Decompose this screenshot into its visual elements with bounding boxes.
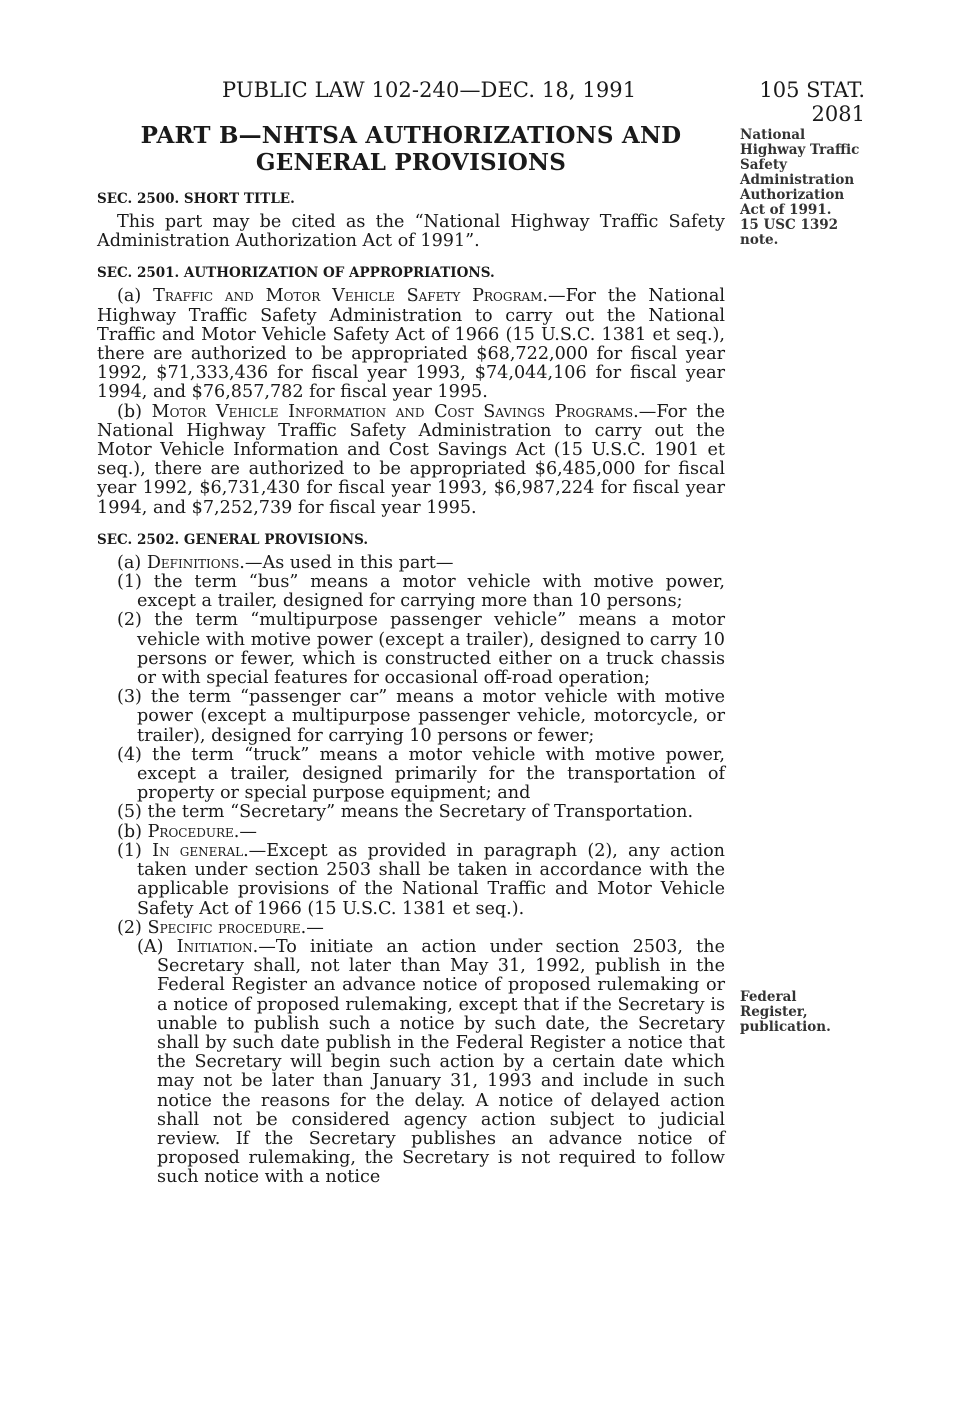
definition-item: (3) the term “passenger car” means a motor vehicle with motive power (except a multipurpose passenger vehicle, motorcycle, or trailer), designed for carrying 10 persons or fewer; bbox=[117, 687, 725, 746]
definition-item: (5) the term “Secretary” means the Secretary of Transportation. bbox=[117, 802, 694, 823]
subparagraph-label: (A) bbox=[137, 936, 177, 957]
paragraph-caption: In general. bbox=[152, 840, 249, 861]
margin-note-line: Highway Traffic bbox=[740, 142, 860, 158]
section-2500-text: This part may be cited as the “National Highway Traffic Safety Administration Authorization Act of 1991”. bbox=[97, 212, 725, 252]
margin-note-line: Authorization bbox=[740, 187, 845, 203]
subsection-caption: Definitions. bbox=[146, 552, 245, 573]
part-title-line1: PART B—NHTSA AUTHORIZATIONS AND bbox=[140, 122, 682, 149]
subsection-label: (b) bbox=[117, 401, 152, 422]
paragraph-label: (1) bbox=[117, 840, 153, 861]
definition-item: (1) the term “bus” means a motor vehicle with motive power, except a trailer, designed for carrying more than 10 persons; bbox=[117, 572, 725, 612]
margin-note-line: 15 USC 1392 bbox=[740, 217, 839, 233]
margin-note-line: publication. bbox=[740, 1019, 831, 1035]
margin-note-federal-register bbox=[740, 990, 880, 1035]
part-title-line2: GENERAL PROVISIONS bbox=[255, 149, 567, 176]
margin-note-line: Act of 1991. bbox=[740, 202, 832, 218]
subsection-caption: Motor Vehicle Information and Cost Savings Programs. bbox=[151, 401, 639, 422]
subsection-label: (b) bbox=[117, 821, 148, 842]
section-2501-subsection-b bbox=[97, 403, 725, 518]
subsection-caption: Procedure. bbox=[147, 821, 240, 842]
section-2501-heading: SEC. 2501. AUTHORIZATION OF APPROPRIATIONS. bbox=[97, 265, 495, 282]
margin-note-line: note. bbox=[740, 232, 779, 248]
paragraph-label: (2) bbox=[117, 917, 148, 938]
paragraph-b2 bbox=[97, 919, 725, 938]
margin-note-line: National bbox=[740, 127, 806, 143]
part-title bbox=[97, 122, 725, 176]
section-2500-heading: SEC. 2500. SHORT TITLE. bbox=[97, 191, 295, 207]
subsection-text: —For the National Highway Traffic Safety Administration to carry out the National Traffic and Motor Vehicle Safety Act of 1966 (15 U.S.C. 1381 et seq.), there are authorized to be appropriated $68,722,000 for fiscal year 1992, $71,333,436 for fiscal year 1993, $74,044,106 for fiscal year 1994, and $76,857,782 for fiscal year 1995. bbox=[97, 286, 725, 403]
subsection-label: (a) bbox=[117, 286, 154, 307]
main-text-column bbox=[97, 122, 725, 1188]
definition-item: (2) the term “multipurpose passenger vehicle” means a motor vehicle with motive power (except a trailer), designed to carry 10 persons or fewer, which is constructed either on a truck chassis or with special features for occasional off-road operation; bbox=[117, 610, 725, 689]
margin-note-line: Administration bbox=[740, 172, 855, 188]
section-2502-subsection-b bbox=[97, 823, 725, 842]
subsection-text: —As used in this part— bbox=[244, 552, 454, 573]
section-2501-subsection-a bbox=[97, 287, 725, 402]
subsection-text: —For the National Highway Traffic Safety Administration to carry out the Motor Vehicle Information and Cost Savings Act (15 U.S.C. 1901 et seq.), there are authorized to be appropriated $6,485,000 for fiscal year 1992, $6,731,430 for fiscal year 1993, $6,987,224 for fiscal year 1994, and $7,252,739 for fiscal year 1995. bbox=[97, 401, 725, 518]
margin-note-line: Safety bbox=[740, 157, 787, 173]
section-2502-heading: SEC. 2502. GENERAL PROVISIONS. bbox=[97, 531, 369, 548]
running-header-stat: 105 STAT. 2081 bbox=[759, 78, 865, 126]
subsection-label: (a) bbox=[117, 552, 147, 573]
section-2502-subsection-a bbox=[97, 554, 725, 573]
subparagraph-text: —To initiate an action under section 2503, the Secretary shall, not later than May 31, 1992, publish in the Federal Register an advance notice of proposed rulemaking or a notice of proposed rulemaking, except that if the Secretary is unable to publish such a notice by such date, the Secretary shall by such date publish in the Federal Register a notice that the Secretary will begin such action by a certain date which may not be later than January 31, 1993 and include in such notice the reasons for the delay. A notice of delayed action shall not be considered agency action subject to judicial review. If the Secretary publishes an advance notice of proposed rulemaking, the Secretary is not required to follow such notice with a notice bbox=[157, 936, 725, 1188]
subsection-text: — bbox=[239, 821, 257, 842]
subparagraph-caption: Initiation. bbox=[176, 936, 259, 957]
margin-note-short-title bbox=[740, 128, 880, 248]
definition-item: (4) the term “truck” means a motor vehicle with motive power, except a trailer, designed primarily for the transportation of property or special purpose equipment; and bbox=[117, 744, 725, 804]
running-header-law: PUBLIC LAW 102-240—DEC. 18, 1991 bbox=[222, 78, 637, 102]
subparagraph-A bbox=[97, 938, 725, 1188]
paragraph-text: — bbox=[306, 917, 324, 938]
margin-note-line: Federal bbox=[740, 989, 797, 1005]
margin-note-line: Register, bbox=[740, 1004, 808, 1020]
paragraph-text: —Except as provided in paragraph (2), any action taken under section 2503 shall be taken in accordance with the applicable provisions of the National Traffic and Motor Vehicle Safety Act of 1966 (15 U.S.C. 1381 et seq.). bbox=[137, 840, 725, 919]
paragraph-caption: Specific procedure. bbox=[147, 917, 307, 938]
subsection-caption: Traffic and Motor Vehicle Safety Program. bbox=[153, 286, 549, 307]
paragraph-b1 bbox=[97, 842, 725, 919]
